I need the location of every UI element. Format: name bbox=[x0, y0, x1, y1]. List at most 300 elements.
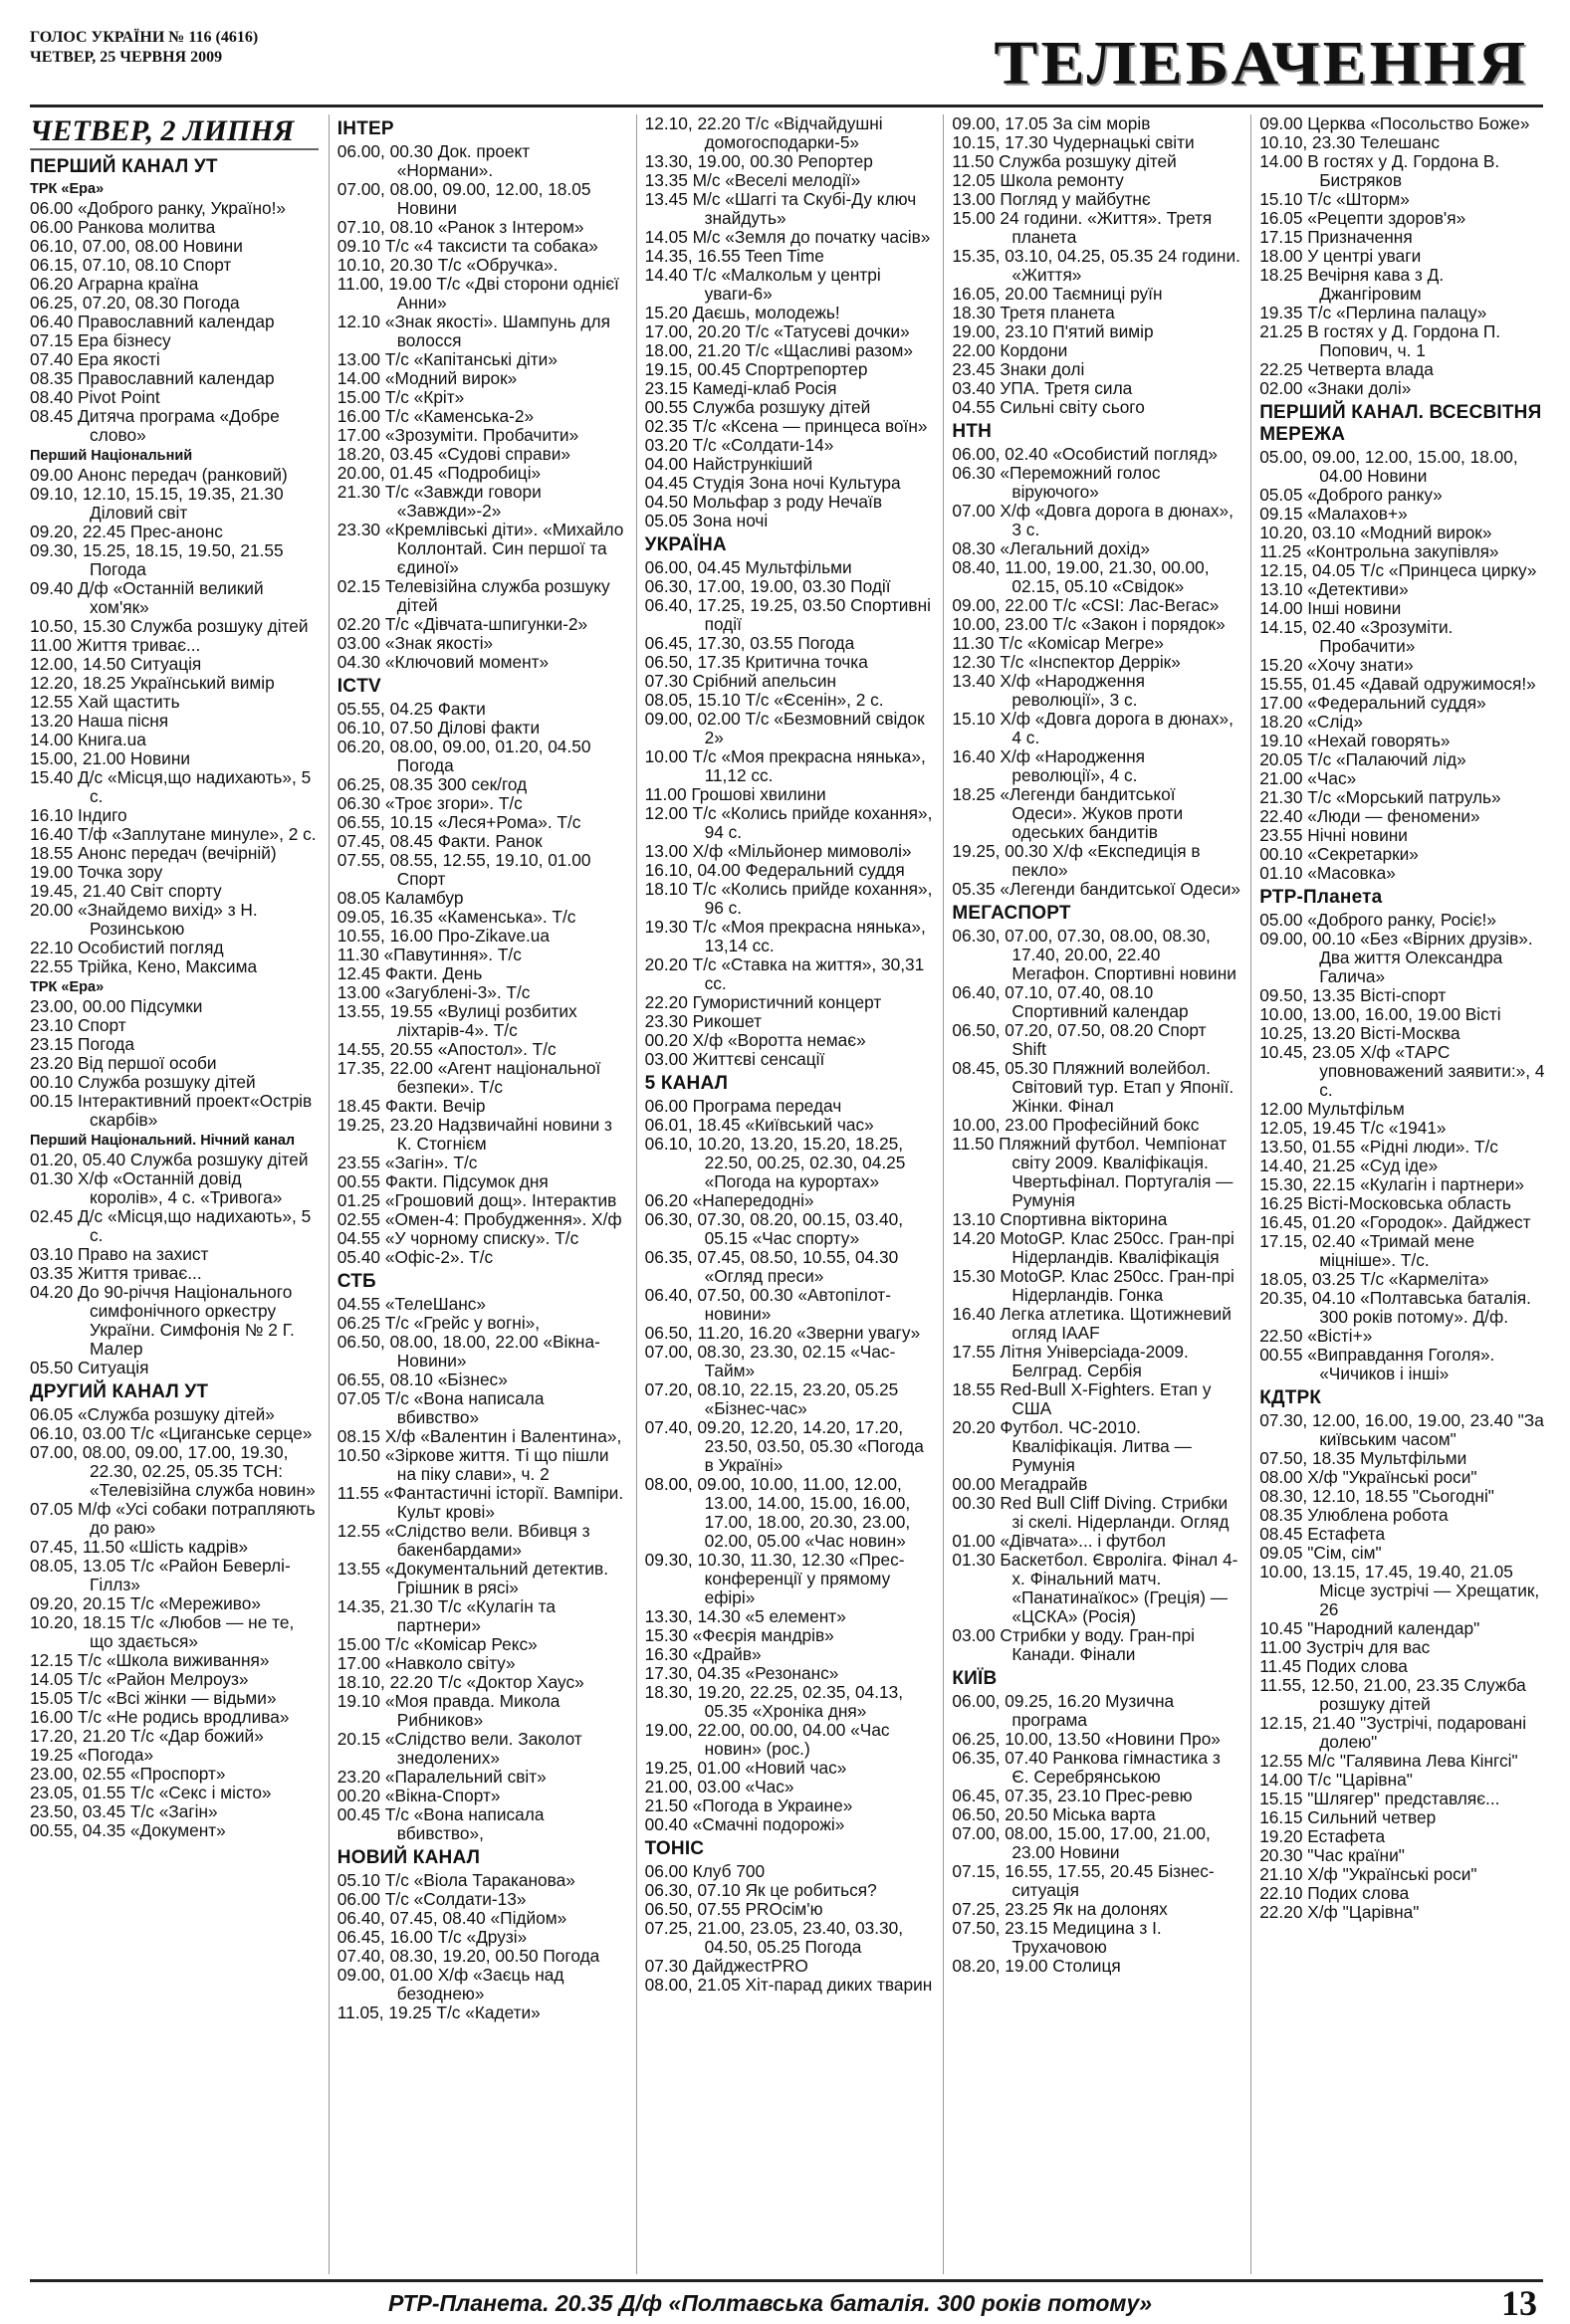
programme-entry: 06.40 Православний календар bbox=[30, 312, 275, 331]
programme-entry: 05.35 «Легенди бандитської Одеси» bbox=[952, 879, 1241, 899]
programme-entry: 09.00 Церква «Посольство Боже» bbox=[1259, 114, 1530, 133]
programme-entry: 13.00 Погляд у майбутнє bbox=[952, 189, 1151, 209]
programme-entry: 22.10 Особистий погляд bbox=[30, 938, 224, 957]
channel-heading: НОВИЙ КАНАЛ bbox=[336, 1847, 481, 1868]
programme-entry: 09.00, 22.00 Т/с «CSI: Лас-Вегас» bbox=[952, 595, 1220, 615]
programme-entry: 02.00 «Знаки долі» bbox=[1259, 378, 1412, 398]
programme-entry: 14.20 MotoGP. Клас 250cc. Гран-прі Нідерландів. Кваліфікація bbox=[952, 1228, 1234, 1267]
programme-entry: 15.40 Д/с «Місця,що надихають», 5 с. bbox=[30, 767, 312, 806]
programme-entry: 15.30 «Феєрія мандрів» bbox=[644, 1625, 834, 1645]
programme-entry: 13.10 Спортивна вікторина bbox=[952, 1209, 1168, 1229]
programme-entry: 16.40 Х/ф «Народження революції», 4 с. bbox=[952, 746, 1146, 785]
programme-entry: 06.00 «Доброго ранку, Україно!» bbox=[30, 198, 287, 218]
programme-entry: 06.40, 07.50, 00.30 «Автопілот-новини» bbox=[644, 1285, 891, 1324]
programme-entry: 21.10 Х/ф "Українські роси" bbox=[1259, 1864, 1477, 1884]
programme-entry: 05.55, 04.25 Факти bbox=[336, 699, 486, 719]
channel-heading: ICTV bbox=[336, 676, 381, 697]
programme-entry: 07.40 Ера якості bbox=[30, 349, 160, 369]
programme-entry: 19.00 Точка зору bbox=[30, 862, 163, 882]
programme-entry: 15.10 Т/с «Шторм» bbox=[1259, 189, 1410, 209]
programme-entry: 06.10, 03.00 Т/с «Циганське серце» bbox=[30, 1423, 313, 1443]
programme-entry: 15.30, 22.15 «Кулагін і партнери» bbox=[1259, 1174, 1524, 1194]
programme-entry: 08.05, 13.05 Т/с «Район Беверлі-Гіллз» bbox=[30, 1556, 291, 1594]
channel-heading: ПЕРШИЙ КАНАЛ. ВСЕСВІТНЯ МЕРЕЖА bbox=[1259, 402, 1542, 445]
channel-heading: ПЕРШИЙ КАНАЛ УТ bbox=[30, 156, 218, 177]
programme-entry: 07.30, 12.00, 16.00, 19.00, 23.40 "За київським часом" bbox=[1259, 1410, 1544, 1449]
programme-entry: 15.20 Даєшь, молодежь! bbox=[644, 303, 840, 322]
programme-entry: 18.30 Третя планета bbox=[952, 303, 1115, 322]
channel-heading: РТР-Планета bbox=[1259, 887, 1383, 908]
programme-entry: 04.20 До 90-річчя Національного симфонічного оркестру України. Симфонія № 2 Г. Малер bbox=[30, 1282, 295, 1359]
programme-entry: 13.00 Х/ф «Мільйонер мимоволі» bbox=[644, 841, 912, 861]
channel-heading: СТБ bbox=[336, 1271, 376, 1292]
programme-entry: 08.05, 15.10 Т/с «Єсенін», 2 с. bbox=[644, 690, 884, 710]
programme-entry: 13.00 Т/с «Капітанські діти» bbox=[336, 349, 558, 369]
programme-entry: 08.00, 21.05 Хіт-парад диких тварин bbox=[644, 1975, 933, 1995]
programme-entry: 04.55 «У чорному списку». Т/с bbox=[336, 1228, 579, 1248]
programme-entry: 23.20 Від першої особи bbox=[30, 1053, 217, 1073]
programme-entry: 09.20, 22.45 Прес-анонс bbox=[30, 522, 223, 541]
programme-entry: 01.00 «Дівчата»... і футбол bbox=[952, 1531, 1166, 1551]
programme-entry: 00.20 «Вікна-Спорт» bbox=[336, 1786, 501, 1805]
programme-entry: 14.05 М/с «Земля до початку часів» bbox=[644, 227, 931, 247]
programme-entry: 10.20, 18.15 Т/с «Любов — не те, що здається» bbox=[30, 1612, 295, 1651]
programme-entry: 12.45 Факти. День bbox=[336, 963, 483, 983]
programme-entry: 00.10 «Секретарки» bbox=[1259, 844, 1419, 864]
programme-entry: 23.50, 03.45 Т/с «Загін» bbox=[30, 1801, 218, 1821]
programme-entry: 13.30, 14.30 «5 елемент» bbox=[644, 1606, 846, 1626]
programme-entry: 09.15 «Малахов+» bbox=[1259, 504, 1408, 524]
programme-entry: 10.20, 03.10 «Модний вирок» bbox=[1259, 523, 1492, 542]
programme-entry: 07.20, 08.10, 22.15, 23.20, 05.25 «Бізнес-час» bbox=[644, 1379, 899, 1418]
programme-entry: 22.25 Четверта влада bbox=[1259, 359, 1434, 379]
programme-entry: 18.00 У центрі уваги bbox=[1259, 246, 1422, 266]
tv-listings bbox=[30, 114, 1548, 2274]
programme-entry: 08.30, 12.10, 18.55 "Сьогодні" bbox=[1259, 1486, 1494, 1506]
programme-entry: 13.00 «Загублені-3». Т/с bbox=[336, 982, 531, 1002]
programme-entry: 21.30 Т/с «Завжди говори «Завжди»-2» bbox=[336, 482, 542, 521]
programme-entry: 09.10 Т/с «4 таксисти та собака» bbox=[336, 236, 598, 256]
programme-entry: 06.00 Т/с «Солдати-13» bbox=[336, 1889, 527, 1909]
programme-entry: 07.40, 08.30, 19.20, 00.50 Погода bbox=[336, 1946, 600, 1966]
programme-entry: 23.55 Нічні новини bbox=[1259, 825, 1408, 845]
programme-entry: 21.25 В гостях у Д. Гордона П. Попович, ч. 1 bbox=[1259, 321, 1501, 360]
programme-entry: 10.25, 13.20 Вісті-Москва bbox=[1259, 1023, 1460, 1043]
programme-entry: 00.15 Інтерактивний проект«Острів скарбів» bbox=[30, 1091, 313, 1130]
programme-entry: 02.15 Телевізійна служба розшуку дітей bbox=[336, 576, 610, 615]
programme-entry: 12.20, 18.25 Український вимір bbox=[30, 673, 275, 693]
programme-entry: 16.00 Т/с «Каменська-2» bbox=[336, 406, 535, 426]
programme-entry: 21.30 Т/с «Морський патруль» bbox=[1259, 787, 1501, 807]
programme-entry: 23.30 «Кремлівські діти». «Михайло Коллонтай. Син першої та єдиної» bbox=[336, 520, 624, 577]
issue-date: ЧЕТВЕР, 25 ЧЕРВНЯ 2009 bbox=[30, 49, 223, 66]
programme-entry: 21.50 «Погода в Украине» bbox=[644, 1796, 853, 1815]
programme-entry: 00.55 «Виправдання Гоголя». «Чичиков і інші» bbox=[1259, 1345, 1495, 1383]
programme-entry: 16.05, 20.00 Таємниці руїн bbox=[952, 284, 1163, 304]
programme-entry: 03.20 Т/с «Солдати-14» bbox=[644, 435, 834, 455]
programme-entry: 06.10, 07.00, 08.00 Новини bbox=[30, 236, 243, 256]
programme-entry: 16.40 Легка атлетика. Щотижневий огляд IAAF bbox=[952, 1304, 1232, 1343]
programme-entry: 18.25 Вечірня кава з Д. Джангіровим bbox=[1259, 265, 1445, 304]
channel-subheading: Перший Національний bbox=[30, 448, 193, 464]
programme-entry: 19.10 «Моя правда. Микола Рибников» bbox=[336, 1691, 561, 1730]
programme-entry: 06.30, 17.00, 19.00, 03.30 Події bbox=[644, 576, 891, 596]
programme-entry: 07.00, 08.30, 23.30, 02.15 «Час-Тайм» bbox=[644, 1342, 896, 1380]
programme-entry: 20.35, 04.10 «Полтавська баталія. 300 років потому». Д/ф. bbox=[1259, 1288, 1531, 1327]
programme-entry: 12.15, 21.40 "Зустрічі, подаровані долею" bbox=[1259, 1713, 1527, 1752]
programme-entry: 03.40 УПА. Третя сила bbox=[952, 378, 1133, 398]
programme-entry: 15.55, 01.45 «Давай одружимося!» bbox=[1259, 674, 1536, 694]
programme-entry: 13.40 Х/ф «Народження революції», 3 с. bbox=[952, 671, 1146, 710]
issue-number: ГОЛОС УКРАЇНИ № 116 (4616) bbox=[30, 29, 259, 46]
programme-entry: 22.10 Подих слова bbox=[1259, 1883, 1410, 1903]
programme-entry: 06.20, 08.00, 09.00, 01.20, 04.50 Погода bbox=[336, 737, 591, 775]
programme-entry: 06.40, 07.10, 07.40, 08.10 Спортивний календар bbox=[952, 982, 1189, 1021]
programme-entry: 12.00, 14.50 Ситуація bbox=[30, 654, 202, 674]
programme-entry: 16.25 Вісті-Московська область bbox=[1259, 1193, 1511, 1213]
programme-entry: 07.15, 16.55, 17.55, 20.45 Бізнес-ситуація bbox=[952, 1861, 1215, 1900]
programme-entry: 14.40, 21.25 «Суд іде» bbox=[1259, 1156, 1439, 1175]
programme-entry: 16.05 «Рецепти здоров'я» bbox=[1259, 208, 1466, 228]
programme-entry: 21.00, 03.00 «Час» bbox=[644, 1777, 794, 1796]
programme-entry: 22.40 «Люди — феномени» bbox=[1259, 806, 1480, 826]
programme-entry: 15.20 «Хочу знати» bbox=[1259, 655, 1414, 675]
programme-entry: 17.15 Призначення bbox=[1259, 227, 1413, 247]
programme-entry: 18.10, 22.20 Т/с «Доктор Хаус» bbox=[336, 1672, 584, 1692]
programme-entry: 16.00 Т/с «Не родись вродлива» bbox=[30, 1707, 290, 1727]
programme-entry: 12.10, 22.20 Т/с «Відчайдушні домогосподарки-5» bbox=[644, 114, 883, 152]
programme-entry: 07.00, 08.00, 09.00, 12.00, 18.05 Новини bbox=[336, 179, 591, 218]
programme-entry: 22.20 Х/ф "Царівна" bbox=[1259, 1902, 1420, 1922]
programme-entry: 22.20 Гумористичний концерт bbox=[644, 992, 882, 1012]
programme-entry: 19.15, 00.45 Спортрепортер bbox=[644, 359, 868, 379]
programme-entry: 14.00 Книга.ua bbox=[30, 730, 146, 749]
programme-entry: 18.45 Факти. Вечір bbox=[336, 1096, 486, 1116]
programme-entry: 09.30, 15.25, 18.15, 19.50, 21.55 Погода bbox=[30, 540, 284, 579]
programme-entry: 20.15 «Слідство вели. Заколот знедолених» bbox=[336, 1729, 582, 1768]
programme-entry: 09.50, 13.35 Вісті-спорт bbox=[1259, 985, 1447, 1005]
programme-entry: 07.25, 23.25 Як на долонях bbox=[952, 1899, 1168, 1919]
programme-entry: 11.25 «Контрольна закупівля» bbox=[1259, 541, 1499, 561]
programme-entry: 07.55, 08.55, 12.55, 19.10, 01.00 Спорт bbox=[336, 850, 591, 889]
programme-entry: 13.20 Наша пісня bbox=[30, 711, 169, 731]
programme-entry: 08.30 «Легальний дохід» bbox=[952, 538, 1150, 558]
programme-entry: 00.30 Red Bull Cliff Diving. Стрибки зі скелі. Нідерланди. Огляд bbox=[952, 1493, 1230, 1532]
listing-column bbox=[30, 114, 319, 2274]
programme-entry: 10.00, 23.00 Професійний бокс bbox=[952, 1115, 1200, 1135]
programme-entry: 06.45, 17.30, 03.55 Погода bbox=[644, 633, 855, 653]
programme-entry: 05.50 Ситуація bbox=[30, 1358, 149, 1377]
programme-entry: 15.00 24 години. «Життя». Третя планета bbox=[952, 208, 1213, 247]
programme-entry: 00.20 Х/ф «Воротта немає» bbox=[644, 1030, 866, 1050]
programme-entry: 19.00, 22.00, 00.00, 04.00 «Час новин» (рос.) bbox=[644, 1720, 890, 1759]
programme-entry: 07.30 Срібний апельсин bbox=[644, 671, 837, 691]
channel-heading: ТОНІС bbox=[644, 1838, 705, 1859]
programme-entry: 10.00, 23.00 Т/с «Закон і порядок» bbox=[952, 614, 1226, 634]
programme-entry: 06.50, 08.00, 18.00, 22.00 «Вікна-Новини» bbox=[336, 1332, 600, 1371]
programme-entry: 01.10 «Масовка» bbox=[1259, 863, 1396, 883]
programme-entry: 08.35 Православний календар bbox=[30, 368, 275, 388]
day-heading: ЧЕТВЕР, 2 ЛИПНЯ bbox=[30, 116, 319, 150]
programme-entry: 15.00, 21.00 Новини bbox=[30, 748, 191, 768]
programme-entry: 12.00 Мультфільм bbox=[1259, 1099, 1405, 1119]
programme-entry: 18.25 «Легенди бандитської Одеси». Жуков проти одеських бандитів bbox=[952, 784, 1184, 842]
section-title: ТЕЛЕБАЧЕННЯ bbox=[994, 28, 1528, 99]
programme-entry: 06.00 Клуб 700 bbox=[644, 1861, 766, 1881]
masthead bbox=[30, 28, 1548, 107]
programme-entry: 23.05, 01.55 Т/с «Секс і місто» bbox=[30, 1783, 272, 1802]
programme-entry: 11.00 Життя триває... bbox=[30, 635, 201, 655]
channel-heading: НТН bbox=[952, 421, 993, 442]
programme-entry: 02.55 «Омен-4: Пробудження». Х/ф bbox=[336, 1209, 622, 1229]
programme-entry: 00.40 «Смачні подорожі» bbox=[644, 1814, 845, 1834]
programme-entry: 04.30 «Ключовий момент» bbox=[336, 652, 550, 672]
programme-entry: 20.00, 01.45 «Подробиці» bbox=[336, 463, 542, 483]
programme-entry: 07.50, 23.15 Медицина з І. Трухачовою bbox=[952, 1918, 1162, 1957]
programme-entry: 04.55 «ТелеШанс» bbox=[336, 1294, 487, 1314]
programme-entry: 01.30 Баскетбол. Євроліга. Фінал 4-х. Фінальний матч. «Панатинаїкос» (Греція) — «ЦСКА» (Росія) bbox=[952, 1550, 1238, 1626]
programme-entry: 17.55 Літня Універсіада-2009. Белград. Сербія bbox=[952, 1342, 1189, 1380]
programme-entry: 22.50 «Вісті+» bbox=[1259, 1326, 1373, 1346]
programme-entry: 16.10 Індиго bbox=[30, 805, 127, 825]
programme-entry: 13.45 М/с «Шаггі та Скубі-Ду ключ знайдуть» bbox=[644, 189, 917, 228]
programme-entry: 08.00 Х/ф "Українські роси" bbox=[1259, 1467, 1477, 1487]
programme-entry: 07.10, 08.10 «Ранок з Інтером» bbox=[336, 217, 584, 237]
programme-entry: 19.00, 23.10 П'ятий вимір bbox=[952, 321, 1154, 341]
programme-entry: 23.30 Рикошет bbox=[644, 1011, 763, 1031]
programme-entry: 10.00, 13.15, 17.45, 19.40, 21.05 Місце зустрічі — Хрещатик, 26 bbox=[1259, 1562, 1540, 1619]
programme-entry: 10.50, 15.30 Служба розшуку дітей bbox=[30, 616, 309, 636]
programme-entry: 06.30, 07.10 Як це робиться? bbox=[644, 1880, 877, 1900]
programme-entry: 19.25 «Погода» bbox=[30, 1745, 154, 1765]
programme-entry: 06.20 Аграрна країна bbox=[30, 274, 199, 294]
programme-entry: 11.55 «Фантастичні історії. Вампіри. Культ крові» bbox=[336, 1483, 624, 1522]
programme-entry: 15.35, 03.10, 04.25, 05.35 24 години. «Життя» bbox=[952, 246, 1240, 285]
programme-entry: 14.00 Інші новини bbox=[1259, 598, 1402, 618]
programme-entry: 07.05 Т/с «Вона написала вбивство» bbox=[336, 1388, 545, 1427]
programme-entry: 06.30 «Переможний голос віруючого» bbox=[952, 463, 1161, 502]
programme-entry: 06.01, 18.45 «Київський час» bbox=[644, 1115, 874, 1135]
programme-entry: 16.15 Сильний четвер bbox=[1259, 1807, 1437, 1827]
header-rule bbox=[30, 105, 1543, 107]
programme-entry: 02.35 Т/с «Ксена — принцеса воїн» bbox=[644, 416, 928, 436]
programme-entry: 12.00 Т/с «Колись прийде кохання», 94 с. bbox=[644, 803, 933, 842]
listing-column bbox=[943, 114, 1240, 2274]
programme-entry: 06.25, 07.20, 08.30 Погода bbox=[30, 293, 240, 313]
programme-entry: 15.05 Т/с «Всі жінки — відьми» bbox=[30, 1688, 277, 1708]
listing-column bbox=[1250, 114, 1548, 2274]
programme-entry: 20.05 Т/с «Палаючий лід» bbox=[1259, 749, 1466, 769]
channel-heading: 5 КАНАЛ bbox=[644, 1073, 729, 1094]
programme-entry: 11.30 «Павутиння». Т/с bbox=[336, 945, 522, 964]
programme-entry: 07.30 ДайджестPRO bbox=[644, 1956, 808, 1976]
channel-heading: ДРУГИЙ КАНАЛ УТ bbox=[30, 1381, 209, 1402]
programme-entry: 00.55 Факти. Підсумок дня bbox=[336, 1171, 549, 1191]
programme-entry: 03.00 «Знак якості» bbox=[336, 633, 494, 653]
channel-heading: КИЇВ bbox=[952, 1668, 998, 1689]
programme-entry: 06.50, 17.35 Критична точка bbox=[644, 652, 868, 672]
programme-entry: 17.35, 22.00 «Агент національної безпеки». Т/с bbox=[336, 1058, 601, 1097]
programme-entry: 13.55 «Документальний детектив. Грішник в рясі» bbox=[336, 1559, 609, 1597]
programme-entry: 18.20 «Слід» bbox=[1259, 712, 1363, 732]
programme-entry: 14.00 В гостях у Д. Гордона В. Бистряков bbox=[1259, 151, 1500, 190]
programme-entry: 07.40, 09.20, 12.20, 14.20, 17.20, 23.50, 03.50, 05.30 «Погода в Україні» bbox=[644, 1417, 924, 1475]
programme-entry: 00.55, 04.35 «Документ» bbox=[30, 1820, 226, 1840]
programme-entry: 00.45 Т/с «Вона написала вбивство», bbox=[336, 1804, 545, 1843]
programme-entry: 11.50 Пляжний футбол. Чемпіонат світу 2009. Кваліфікація. Чвертьфінал. Португалія — Румунія bbox=[952, 1134, 1234, 1210]
programme-entry: 17.15, 02.40 «Тримай мене міцніше». Т/с. bbox=[1259, 1231, 1475, 1270]
programme-entry: 14.35, 21.30 Т/с «Кулагін та партнери» bbox=[336, 1596, 556, 1635]
programme-entry: 18.00, 21.20 Т/с «Щасливі разом» bbox=[644, 340, 913, 360]
programme-entry: 05.40 «Офіс-2». Т/с bbox=[336, 1247, 494, 1267]
programme-entry: 13.55, 19.55 «Вулиці розбитих ліхтарів-4». Т/с bbox=[336, 1001, 577, 1040]
programme-entry: 09.40 Д/ф «Останній великий хом'як» bbox=[30, 578, 264, 617]
programme-entry: 19.20 Естафета bbox=[1259, 1826, 1386, 1846]
programme-entry: 07.00 Х/ф «Довга дорога в дюнах», 3 с. bbox=[952, 501, 1234, 539]
programme-entry: 17.00 «Навколо світу» bbox=[336, 1653, 516, 1673]
programme-entry: 10.10, 20.30 Т/с «Обручка». bbox=[336, 255, 559, 275]
programme-entry: 21.00 «Час» bbox=[1259, 768, 1357, 788]
programme-entry: 23.00, 02.55 «Проспорт» bbox=[30, 1764, 226, 1784]
programme-entry: 19.45, 21.40 Світ спорту bbox=[30, 881, 222, 901]
programme-entry: 13.30, 19.00, 00.30 Репортер bbox=[644, 151, 873, 171]
programme-entry: 11.55, 12.50, 21.00, 23.35 Служба розшуку дітей bbox=[1259, 1675, 1526, 1714]
programme-entry: 03.35 Життя триває... bbox=[30, 1263, 202, 1283]
programme-entry: 06.50, 07.55 PROсім'ю bbox=[644, 1899, 823, 1919]
programme-entry: 06.00 Ранкова молитва bbox=[30, 217, 216, 237]
programme-entry: 18.55 Red-Bull X-Fighters. Етап у США bbox=[952, 1379, 1212, 1418]
programme-entry: 14.00 Т/с "Царівна" bbox=[1259, 1770, 1413, 1790]
programme-entry: 07.05 М/ф «Усі собаки потрапляють до раю» bbox=[30, 1499, 316, 1538]
programme-entry: 15.00 Т/с «Комісар Рекс» bbox=[336, 1634, 538, 1654]
programme-entry: 11.00, 19.00 Т/с «Дві сторони однієї Анни» bbox=[336, 274, 619, 313]
channel-heading: МЕГАСПОРТ bbox=[952, 903, 1071, 924]
page-number: 13 bbox=[1501, 2283, 1537, 2323]
channel-subheading: ТРК «Ера» bbox=[30, 181, 105, 197]
programme-entry: 10.45, 23.05 Х/ф «ТАРС уповноважений заявити:», 4 с. bbox=[1259, 1042, 1545, 1100]
programme-entry: 04.00 Найстрункіший bbox=[644, 454, 813, 474]
programme-entry: 17.00 «Зрозуміти. Пробачити» bbox=[336, 425, 579, 445]
programme-entry: 23.20 «Паралельний світ» bbox=[336, 1767, 547, 1787]
listing-column bbox=[329, 114, 626, 2274]
programme-entry: 06.45, 16.00 Т/с «Друзі» bbox=[336, 1927, 528, 1947]
programme-entry: 12.55 «Слідство вели. Вбивця з бакенбардами» bbox=[336, 1521, 590, 1560]
programme-entry: 08.45, 05.30 Пляжний волейбол. Світовий тур. Етап у Японії. Жінки. Фінал bbox=[952, 1058, 1234, 1116]
programme-entry: 08.35 Улюблена робота bbox=[1259, 1505, 1449, 1525]
programme-entry: 08.15 Х/ф «Валентин і Валентина», bbox=[336, 1426, 622, 1446]
programme-entry: 14.35, 16.55 Teen Time bbox=[644, 246, 824, 266]
programme-entry: 18.10 Т/с «Колись прийде кохання», 96 с. bbox=[644, 879, 933, 918]
programme-entry: 09.05 "Сім, сім" bbox=[1259, 1543, 1382, 1563]
programme-entry: 06.40, 17.25, 19.25, 03.50 Спортивні події bbox=[644, 595, 931, 634]
programme-entry: 14.55, 20.55 «Апостол». Т/с bbox=[336, 1039, 557, 1059]
programme-entry: 06.00, 02.40 «Особистий погляд» bbox=[952, 444, 1219, 464]
programme-entry: 12.55 Хай щастить bbox=[30, 692, 180, 712]
programme-entry: 10.10, 23.30 Телешанс bbox=[1259, 132, 1441, 152]
channel-heading: ІНТЕР bbox=[336, 118, 394, 139]
programme-entry: 08.00, 09.00, 10.00, 11.00, 12.00, 13.00, 14.00, 15.00, 16.00, 17.00, 18.00, 20.30, 23.00, 02.00, 05.00 «Час новин» bbox=[644, 1474, 911, 1551]
programme-entry: 09.00, 17.05 За сім морів bbox=[952, 114, 1151, 133]
programme-entry: 09.30, 10.30, 11.30, 12.30 «Прес-конференції у прямому ефірі» bbox=[644, 1550, 905, 1607]
programme-entry: 06.00, 00.30 Док. проект «Нормани». bbox=[336, 141, 531, 180]
programme-entry: 12.30 Т/с «Інспектор Деррік» bbox=[952, 652, 1181, 672]
programme-entry: 00.55 Служба розшуку дітей bbox=[644, 397, 871, 417]
programme-entry: 06.35, 07.45, 08.50, 10.55, 04.30 «Огляд преси» bbox=[644, 1247, 899, 1286]
programme-entry: 08.45 Дитяча програма «Добре слово» bbox=[30, 406, 280, 445]
programme-entry: 07.50, 18.35 Мультфільми bbox=[1259, 1448, 1467, 1468]
programme-entry: 09.00, 02.00 Т/с «Безмовний свідок 2» bbox=[644, 709, 925, 747]
programme-entry: 11.30 Т/с «Комісар Мегре» bbox=[952, 633, 1164, 653]
channel-heading: УКРАЇНА bbox=[644, 534, 727, 555]
programme-entry: 14.15, 02.40 «Зрозуміти. Пробачити» bbox=[1259, 617, 1454, 656]
programme-entry: 07.00, 08.00, 09.00, 17.00, 19.30, 22.30, 02.25, 05.35 ТСН: «Телевізійна служба новин» bbox=[30, 1442, 316, 1500]
programme-entry: 06.30 «Троє згори». Т/с bbox=[336, 793, 523, 813]
programme-entry: 19.30 Т/с «Моя прекрасна нянька», 13,14 сс. bbox=[644, 917, 926, 955]
programme-entry: 06.20 «Напередодні» bbox=[644, 1190, 814, 1210]
programme-entry: 23.15 Камеді-клаб Росія bbox=[644, 378, 837, 398]
programme-entry: 06.25 Т/с «Грейс у вогні», bbox=[336, 1313, 541, 1333]
programme-entry: 23.45 Знаки долі bbox=[952, 359, 1085, 379]
programme-entry: 06.40, 07.45, 08.40 «Підйом» bbox=[336, 1908, 567, 1928]
programme-entry: 22.00 Кордони bbox=[952, 340, 1068, 360]
programme-entry: 14.05 Т/с «Район Мелроуз» bbox=[30, 1669, 249, 1689]
programme-entry: 18.05, 03.25 Т/с «Кармеліта» bbox=[1259, 1269, 1489, 1289]
programme-entry: 08.40 Pivot Point bbox=[30, 387, 160, 407]
programme-entry: 06.10, 10.20, 13.20, 15.20, 18.25, 22.50, 00.25, 02.30, 04.25 «Погода на курортах» bbox=[644, 1134, 906, 1191]
programme-entry: 00.00 Мегадрайв bbox=[952, 1474, 1088, 1494]
programme-entry: 12.10 «Знак якості». Шампунь для волосся bbox=[336, 312, 610, 350]
programme-entry: 18.55 Анонс передач (вечірній) bbox=[30, 843, 277, 863]
programme-entry: 06.10, 07.50 Ділові факти bbox=[336, 718, 541, 738]
programme-entry: 23.55 «Загін». Т/с bbox=[336, 1153, 478, 1172]
programme-entry: 19.25, 23.20 Надзвичайні новини з К. Стогнієм bbox=[336, 1115, 612, 1154]
programme-entry: 00.10 Служба розшуку дітей bbox=[30, 1072, 256, 1092]
programme-entry: 04.45 Студія Зона ночі Культура bbox=[644, 473, 901, 493]
programme-entry: 11.00 Грошові хвилини bbox=[644, 784, 826, 804]
programme-entry: 06.25, 08.35 300 сек/год bbox=[336, 774, 528, 794]
programme-entry: 09.00, 01.00 Х/ф «Заєць над безоднею» bbox=[336, 1965, 564, 2004]
programme-entry: 05.10 Т/с «Віола Тараканова» bbox=[336, 1870, 575, 1890]
programme-entry: 12.05, 19.45 Т/с «1941» bbox=[1259, 1118, 1447, 1138]
programme-entry: 22.55 Трійка, Кено, Максима bbox=[30, 956, 258, 976]
programme-entry: 08.20, 19.00 Столиця bbox=[952, 1956, 1121, 1976]
programme-entry: 12.15 Т/с «Школа виживання» bbox=[30, 1650, 270, 1670]
programme-entry: 11.00 Зустріч для вас bbox=[1259, 1637, 1431, 1657]
programme-entry: 19.10 «Нехай говорять» bbox=[1259, 731, 1451, 750]
programme-entry: 14.00 «Модний вирок» bbox=[336, 368, 518, 388]
programme-entry: 10.15, 17.30 Чудернацькі світи bbox=[952, 132, 1195, 152]
programme-entry: 19.35 Т/с «Перлина палацу» bbox=[1259, 303, 1487, 322]
programme-entry: 08.40, 11.00, 19.00, 21.30, 00.00, 02.15, 05.10 «Свідок» bbox=[952, 557, 1210, 596]
listing-column bbox=[636, 114, 934, 2274]
programme-entry: 15.10 Х/ф «Довга дорога в дюнах», 4 с. bbox=[952, 709, 1234, 747]
programme-entry: 07.15 Ера бізнесу bbox=[30, 330, 171, 350]
programme-entry: 06.35, 07.40 Ранкова гімнастика з Є. Серебрянською bbox=[952, 1748, 1221, 1787]
programme-entry: 09.00, 00.10 «Без «Вірних друзів». Два життя Олександра Галича» bbox=[1259, 929, 1533, 986]
programme-entry: 19.25, 01.00 «Новий час» bbox=[644, 1758, 847, 1778]
programme-entry: 01.20, 05.40 Служба розшуку дітей bbox=[30, 1150, 309, 1169]
programme-entry: 06.45, 07.35, 23.10 Прес-ревю bbox=[952, 1786, 1193, 1805]
programme-entry: 06.05 «Служба розшуку дітей» bbox=[30, 1404, 275, 1424]
programme-entry: 09.20, 20.15 Т/с «Мереживо» bbox=[30, 1593, 261, 1613]
programme-entry: 16.30 «Драйв» bbox=[644, 1644, 762, 1664]
programme-entry: 03.00 Життєві сенсації bbox=[644, 1049, 825, 1069]
programme-entry: 13.35 М/с «Веселі мелодії» bbox=[644, 170, 861, 190]
programme-entry: 06.55, 10.15 «Леся+Рома». Т/с bbox=[336, 812, 581, 832]
channel-heading: КДТРК bbox=[1259, 1387, 1322, 1408]
programme-entry: 07.45, 11.50 «Шість кадрів» bbox=[30, 1537, 249, 1557]
programme-entry: 11.50 Служба розшуку дітей bbox=[952, 151, 1177, 171]
